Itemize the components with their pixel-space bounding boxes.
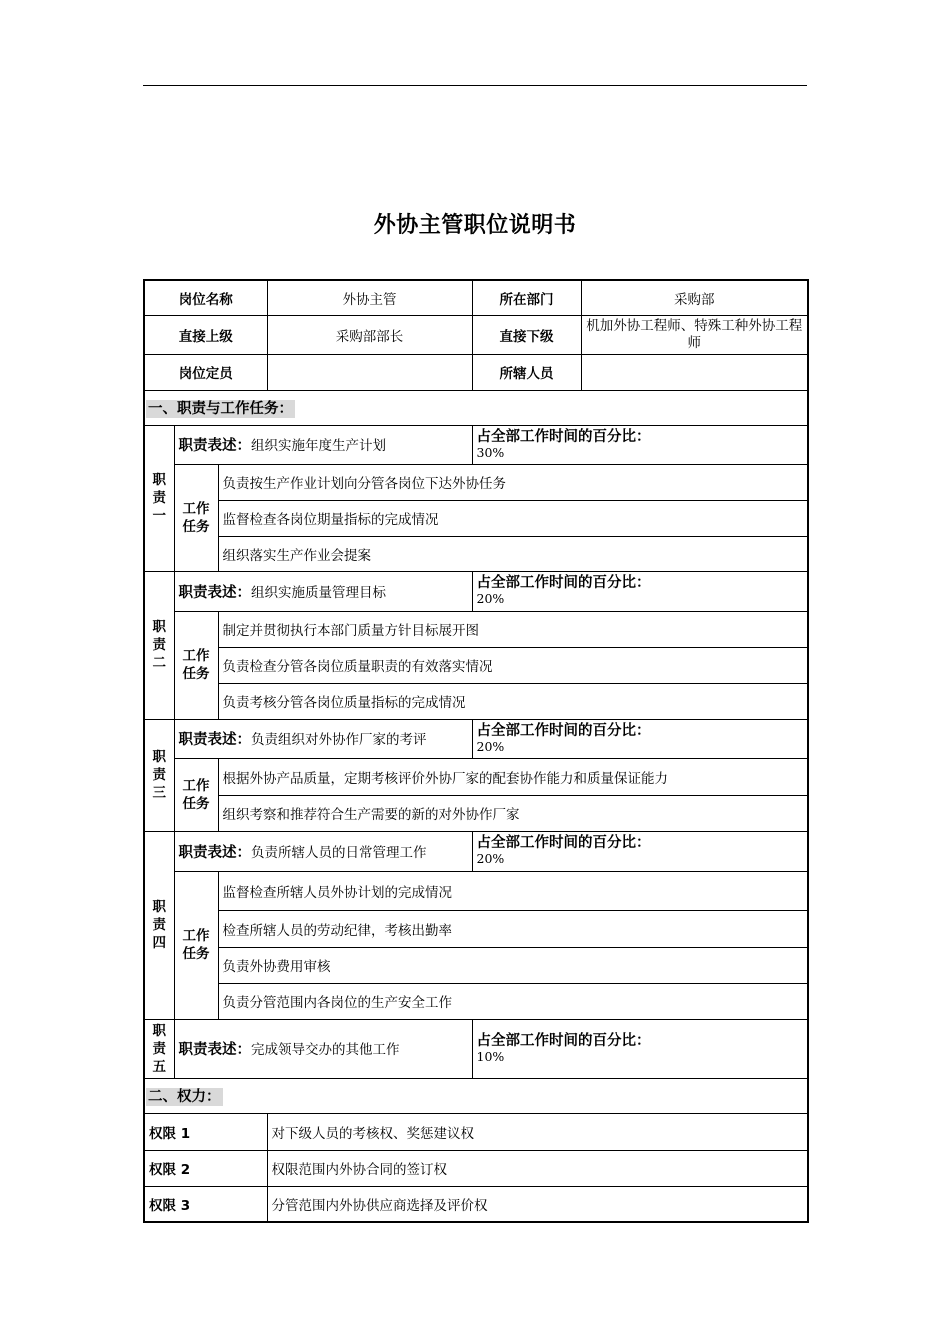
- duty-3-task-2: 组织考察和推荐符合生产需要的新的对外协作厂家: [218, 795, 808, 831]
- duty-4-task-2: 检查所辖人员的劳动纪律，考核出勤率: [218, 910, 808, 947]
- superior-label: 直接上级: [144, 315, 267, 354]
- task-row: [144, 500, 808, 536]
- duty-5-label: 职 责 五: [144, 1019, 174, 1078]
- duty-desc-label: 职责表述：: [178, 732, 251, 748]
- duty-3-desc: 负责组织对外协作厂家的考评: [251, 732, 427, 748]
- header-rule: [143, 85, 807, 86]
- task-row: [144, 947, 808, 983]
- subordinate-label: 直接下级: [472, 315, 581, 354]
- duty-desc-label: 职责表述：: [178, 844, 251, 861]
- task-label: 工作 任务: [174, 871, 218, 1019]
- duty-desc-label: 职责表述：: [178, 1042, 251, 1058]
- duty-4-task-1: 监督检查所辖人员外协计划的完成情况: [218, 871, 808, 910]
- duty-2-desc: 组织实施质量管理目标: [251, 584, 386, 601]
- duty-1-desc: 组织实施年度生产计划: [251, 438, 386, 454]
- authority-3-text: 分管范围内外协供应商选择及评价权: [267, 1186, 808, 1222]
- pct-label: 占全部工作时间的百分比：: [476, 575, 651, 591]
- task-row: [144, 758, 808, 795]
- duty-4-label: 职 责 四: [144, 831, 174, 1019]
- duty-desc-label: 职责表述：: [178, 438, 251, 454]
- pct-label: 占全部工作时间的百分比：: [476, 722, 651, 739]
- authority-row: [144, 1150, 808, 1186]
- task-row: [144, 536, 808, 571]
- duty-1-pct: 30%: [476, 444, 505, 460]
- authority-2-text: 权限范围内外协合同的签订权: [267, 1150, 808, 1186]
- duty-desc-row: [144, 831, 808, 871]
- pct-label: 占全部工作时间的百分比：: [476, 835, 651, 851]
- duty-1-label: 职 责 一: [144, 425, 174, 571]
- duty-4-pct: 20%: [476, 851, 505, 866]
- task-row: [144, 464, 808, 500]
- task-label: 工作 任务: [174, 464, 218, 571]
- dept-label: 所在部门: [472, 280, 581, 315]
- duty-2-label: 职 责 二: [144, 571, 174, 719]
- duty-5-pct: 10%: [476, 1048, 505, 1064]
- duty-desc-row: [144, 719, 808, 758]
- section-2-label: 二、权力：: [148, 1089, 221, 1105]
- duty-3-pct: 20%: [476, 738, 505, 754]
- duty-desc-row: [144, 571, 808, 611]
- authority-1-text: 对下级人员的考核权、奖惩建议权: [267, 1113, 808, 1150]
- duty-3-label: 职 责 三: [144, 719, 174, 831]
- duty-2-task-3: 负责考核分管各岗位质量指标的完成情况: [218, 683, 808, 719]
- duty-1-task-2: 监督检查各岗位期量指标的完成情况: [218, 500, 808, 536]
- duty-2-task-2: 负责检查分管各岗位质量职责的有效落实情况: [218, 647, 808, 683]
- dept-value: 采购部: [581, 280, 808, 315]
- authority-1-label: 权限 1: [144, 1113, 267, 1150]
- position-label: 岗位名称: [144, 280, 267, 315]
- duty-4-desc: 负责所辖人员的日常管理工作: [251, 844, 427, 861]
- duty-desc-row: [144, 425, 808, 464]
- authority-row: [144, 1186, 808, 1222]
- superior-value: 采购部部长: [267, 315, 472, 354]
- task-label: 工作 任务: [174, 758, 218, 831]
- duty-4-task-3: 负责外协费用审核: [218, 947, 808, 983]
- document-title: 外协主管职位说明书: [373, 213, 577, 238]
- duty-3-task-1: 根据外协产品质量，定期考核评价外协厂家的配套协作能力和质量保证能力: [218, 758, 808, 795]
- staff-value: [581, 354, 808, 390]
- authority-3-label: 权限 3: [144, 1186, 267, 1222]
- duty-desc-row: [144, 1019, 808, 1078]
- headcount-value: [267, 354, 472, 390]
- info-row: [144, 280, 808, 315]
- duty-2-pct: 20%: [476, 591, 505, 606]
- duty-5-desc: 完成领导交办的其他工作: [251, 1042, 400, 1058]
- staff-label: 所辖人员: [472, 354, 581, 390]
- task-row: [144, 871, 808, 910]
- section-heading-row: [144, 1078, 808, 1113]
- duty-1-task-1: 负责按生产作业计划向分管各岗位下达外协任务: [218, 464, 808, 500]
- task-row: [144, 795, 808, 831]
- pct-label: 占全部工作时间的百分比：: [476, 428, 651, 445]
- section-1-label: 一、职责与工作任务：: [148, 401, 293, 417]
- authority-2-label: 权限 2: [144, 1150, 267, 1186]
- subordinate-value: 机加外协工程师、特殊工种外协工程师: [581, 315, 808, 354]
- authority-row: [144, 1113, 808, 1150]
- info-row: [144, 315, 808, 354]
- pct-label: 占全部工作时间的百分比：: [476, 1032, 651, 1049]
- duty-1-task-3: 组织落实生产作业会提案: [218, 536, 808, 571]
- position-value: 外协主管: [267, 280, 472, 315]
- task-label: 工作 任务: [174, 611, 218, 719]
- section-heading-row: [144, 390, 808, 425]
- job-description-table: [143, 279, 809, 1223]
- duty-2-task-1: 制定并贯彻执行本部门质量方针目标展开图: [218, 611, 808, 647]
- task-row: [144, 983, 808, 1019]
- task-row: [144, 611, 808, 647]
- task-row: [144, 910, 808, 947]
- info-row: [144, 354, 808, 390]
- task-row: [144, 647, 808, 683]
- duty-desc-label: 职责表述：: [178, 584, 251, 601]
- task-row: [144, 683, 808, 719]
- duty-4-task-4: 负责分管范围内各岗位的生产安全工作: [218, 983, 808, 1019]
- headcount-label: 岗位定员: [144, 354, 267, 390]
